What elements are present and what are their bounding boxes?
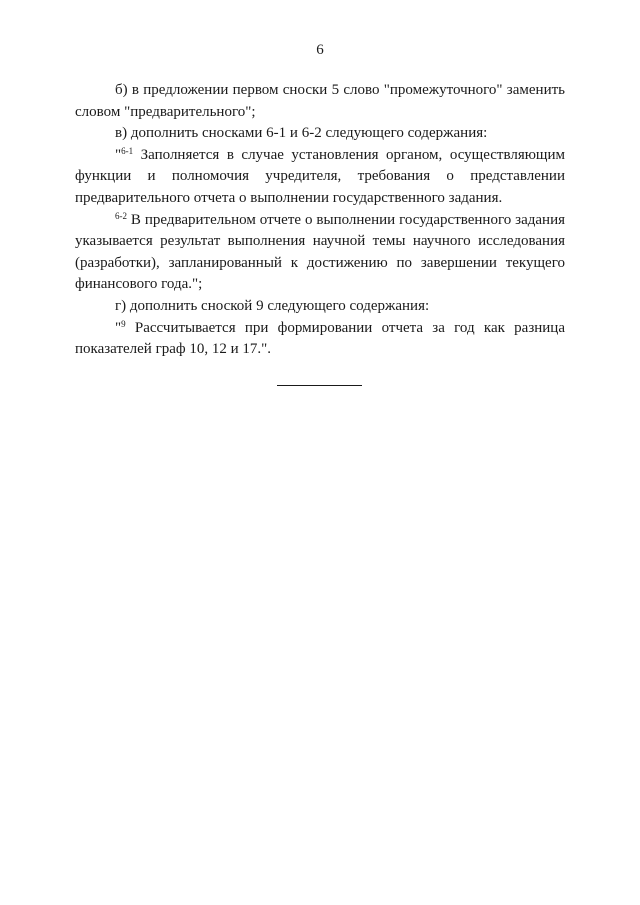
paragraph-g: г) дополнить сноской 9 следующего содержания: bbox=[115, 297, 430, 314]
footnote-6-2-paragraph bbox=[75, 210, 565, 296]
document-body bbox=[75, 80, 565, 361]
footnote-6-1-open-quote: " bbox=[115, 146, 122, 163]
footnote-9-marker: 9 bbox=[121, 318, 126, 329]
footnote-6-1-paragraph bbox=[75, 145, 565, 210]
page-number: 6 bbox=[316, 42, 324, 58]
paragraph-v: в) дополнить сносками 6-1 и 6-2 следующего содержания: bbox=[115, 125, 488, 142]
footnote-9-paragraph bbox=[75, 318, 565, 361]
footnote-9-open-quote: " bbox=[115, 319, 122, 336]
footnote-6-2-text: В предварительном отчете о выполнении государственного задания указывается результат выполнения научной темы научного исследования (разработки), запланированный к достижению по завершении текущего финансового года."; bbox=[75, 211, 565, 293]
paragraph-b: б) в предложении первом сноски 5 слово "промежуточного" заменить словом "предварительного"; bbox=[75, 82, 565, 120]
footnote-6-2-marker: 6-2 bbox=[115, 210, 127, 221]
footnote-6-1-marker: 6-1 bbox=[121, 145, 134, 156]
footnote-9-text: Рассчитывается при формировании отчета за год как разница показателей граф 10, 12 и 17.". bbox=[75, 319, 565, 358]
footnote-6-1-text: Заполняется в случае установления органом, осуществляющим функции и полномочия учредителя, требования о представлении предварительного отчета о выполнении государственного задания. bbox=[75, 146, 565, 206]
end-separator-line bbox=[277, 385, 362, 386]
